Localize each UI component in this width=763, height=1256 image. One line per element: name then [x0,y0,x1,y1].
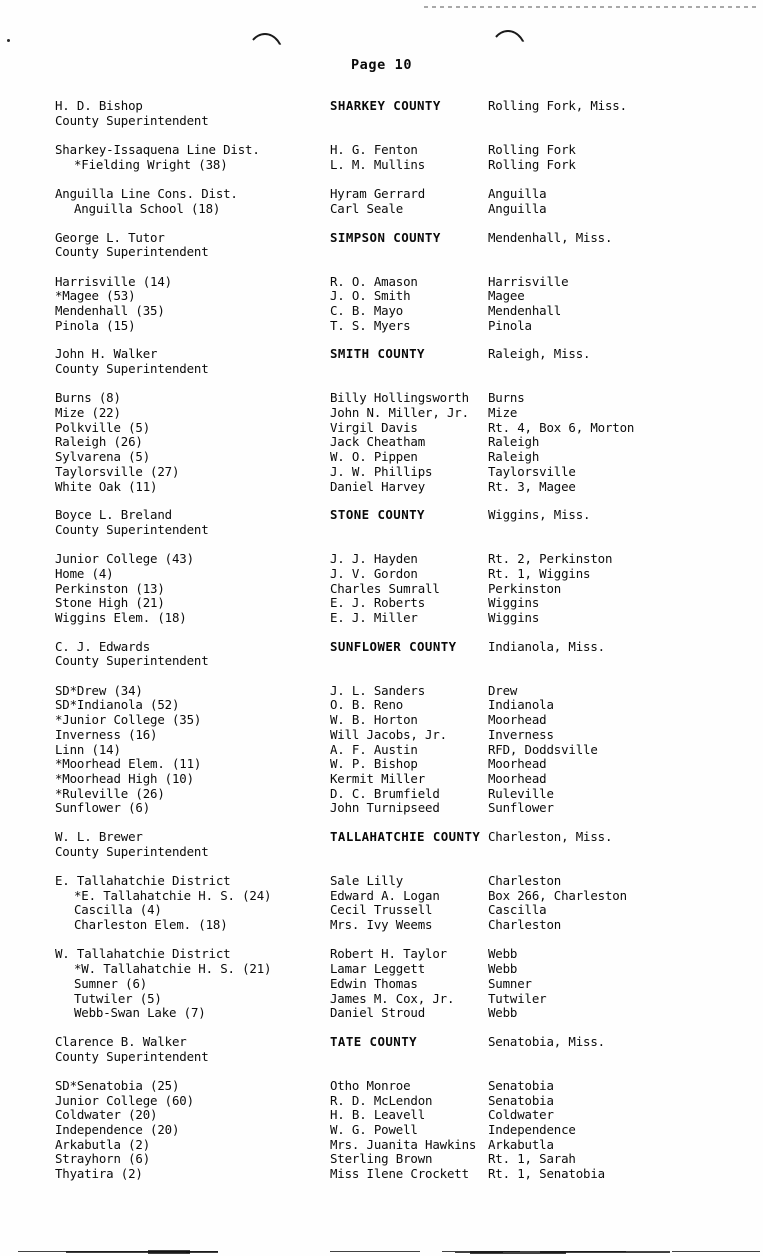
address: Raleigh, Miss. [488,346,591,362]
school-entry: SD*Senatobia (25) [55,1077,180,1093]
address: Indianola [488,697,554,713]
directory-row [0,158,763,173]
address: Mize [488,405,518,421]
directory-row [0,523,763,538]
school-entry: Sunflower (6) [55,800,151,816]
directory-row [0,787,763,802]
school-entry: Strayhorn (6) [55,1151,151,1167]
address: Raleigh [488,434,540,450]
school-entry: Raleigh (26) [55,434,143,450]
school-entry: H. D. Bishop [55,98,143,113]
address: Pinola [488,317,532,333]
directory-row [0,435,763,450]
bottom-edge-scan-artifact [0,1244,763,1256]
person-name: W. B. Horton [330,712,418,728]
school-entry: Junior College (60) [55,1092,194,1108]
directory-row [0,508,763,523]
county-name: SIMPSON COUNTY [330,229,441,245]
school-entry: Clarence B. Walker [55,1033,187,1049]
directory-row [0,143,763,158]
directory-row [0,728,763,743]
directory-row [0,567,763,582]
directory-row [0,757,763,772]
person-name: James M. Cox, Jr. [330,990,455,1006]
school-entry: *Magee (53) [55,288,136,304]
directory-row [0,450,763,465]
person-name: Virgil Davis [330,419,418,435]
school-entry: Harrisville (14) [55,273,172,289]
address: Anguilla [488,186,547,202]
directory-row [0,801,763,816]
directory-row [0,889,763,904]
address: Rt. 3, Magee [488,478,576,494]
school-entry: W. L. Brewer [55,828,143,844]
address: Charleston [488,873,562,888]
person-name: Daniel Harvey [330,478,426,494]
person-name: Jack Cheatham [330,434,426,450]
directory-row [0,1050,763,1065]
address: Webb [488,1005,518,1021]
arc-mark-right [489,30,527,54]
page-number-header: Page 10 [350,57,413,73]
person-name: Otho Monroe [330,1077,411,1093]
county-name: SMITH COUNTY [330,346,425,362]
directory-row [0,977,763,992]
directory-row [0,903,763,918]
person-name: Sterling Brown [330,1151,433,1167]
person-name: R. D. McLendon [330,1092,433,1108]
county-block-tate [0,1035,763,1182]
address: Rolling Fork [488,156,576,172]
person-name: Robert H. Taylor [330,946,447,962]
directory-row [0,874,763,889]
address: Independence [488,1122,576,1137]
school-entry: Pinola (15) [55,317,136,333]
arc-mark-left [246,33,284,57]
address: Rolling Fork, Miss. [488,98,627,113]
address: Rt. 1, Senatobia [488,1166,605,1182]
person-name: John Turnipseed [330,800,440,816]
directory-row [0,992,763,1007]
directory-row [0,1079,763,1094]
school-entry: County Superintendent [55,653,209,669]
directory-row [0,1094,763,1109]
directory-row [0,245,763,260]
address: Harrisville [488,273,569,289]
address: Anguilla [488,200,547,216]
person-name: Daniel Stroud [330,1005,426,1021]
address: Charleston [488,917,562,933]
directory-row [0,480,763,495]
county-block-sunflower [0,640,763,816]
address: Sumner [488,975,532,991]
address: Rt. 2, Perkinston [488,551,613,567]
school-entry: SD*Indianola (52) [55,697,180,713]
address: Senatobia [488,1077,554,1093]
person-name: H. G. Fenton [330,142,418,158]
school-entry: W. Tallahatchie District [55,946,231,962]
address: Cascilla [488,902,547,918]
school-entry: Linn (14) [55,741,121,757]
school-entry: *E. Tallahatchie H. S. (24) [74,887,272,903]
address: Box 266, Charleston [488,887,627,903]
directory-row [0,1167,763,1182]
address: Raleigh [488,449,540,465]
person-name: Kermit Miller [330,770,426,786]
directory-row [0,99,763,114]
address: Mendenhall [488,302,562,318]
person-name: Mrs. Juanita Hawkins [330,1136,477,1152]
person-name: Carl Seale [330,200,404,216]
person-name: Billy Hollingsworth [330,390,469,406]
spacer-row [0,933,763,948]
directory-row [0,947,763,962]
person-name: W. O. Pippen [330,449,418,465]
directory-row [0,743,763,758]
school-entry: Anguilla Line Cons. Dist. [55,186,238,202]
top-edge-scan-artifact [424,6,760,8]
person-name: W. G. Powell [330,1122,418,1137]
directory-row [0,1152,763,1167]
school-entry: Sumner (6) [74,975,148,991]
spacer-row [0,1064,763,1079]
address: Rt. 1, Sarah [488,1151,576,1167]
address: Indianola, Miss. [488,638,605,654]
person-name: E. J. Miller [330,610,418,625]
directory-row [0,202,763,217]
school-entry: E. Tallahatchie District [55,873,231,888]
spacer-row [0,859,763,874]
address: Senatobia, Miss. [488,1033,605,1049]
address: Coldwater [488,1107,554,1123]
person-name: R. O. Amason [330,273,418,289]
address: Ruleville [488,785,554,801]
school-entry: Sylvarena (5) [55,449,151,465]
school-entry: County Superintendent [55,244,209,260]
spacer-row [0,128,763,143]
directory-row [0,275,763,290]
school-entry: Charleston Elem. (18) [74,917,228,933]
school-entry: Junior College (43) [55,551,194,567]
directory-row [0,304,763,319]
address: Wiggins [488,610,540,625]
directory-row [0,684,763,699]
address: Taylorsville [488,463,576,479]
person-name: Edwin Thomas [330,975,418,991]
directory-row [0,289,763,304]
spacer-row [0,669,763,684]
person-name: O. B. Reno [330,697,404,713]
address: Rt. 1, Wiggins [488,565,591,581]
directory-row [0,1138,763,1153]
address: Arkabutla [488,1136,554,1152]
person-name: J. O. Smith [330,288,411,304]
county-name: TALLAHATCHIE COUNTY [330,828,481,844]
directory-row [0,391,763,406]
directory-row [0,698,763,713]
address: Magee [488,288,525,304]
directory-row [0,114,763,129]
school-entry: Webb-Swan Lake (7) [74,1005,206,1021]
county-name: STONE COUNTY [330,507,425,523]
school-entry: County Superintendent [55,112,209,128]
address: Charleston, Miss. [488,828,613,844]
school-entry: Cascilla (4) [74,902,162,918]
directory-row [0,465,763,480]
directory-row [0,918,763,933]
person-name: J. V. Gordon [330,565,418,581]
school-entry: *Moorhead High (10) [55,770,194,786]
school-entry: *W. Tallahatchie H. S. (21) [74,961,272,977]
school-entry: County Superintendent [55,361,209,376]
left-edge-speck-artifact [7,39,10,42]
directory-row [0,1108,763,1123]
county-name: SHARKEY COUNTY [330,98,441,113]
person-name: J. W. Phillips [330,463,433,479]
school-entry: Sharkey-Issaquena Line Dist. [55,142,260,158]
school-entry: *Moorhead Elem. (11) [55,756,202,772]
person-name: Edward A. Logan [330,887,440,903]
school-entry: Anguilla School (18) [74,200,221,216]
school-entry: County Superintendent [55,521,209,537]
person-name: L. M. Mullins [330,156,426,172]
directory-row [0,362,763,377]
county-block-tallahatchie [0,830,763,1021]
address: RFD, Doddsville [488,741,598,757]
school-entry: Taylorsville (27) [55,463,180,479]
person-name: J. J. Hayden [330,551,418,567]
school-entry: *Fielding Wright (38) [74,156,228,172]
school-entry: John H. Walker [55,346,158,362]
person-name: Cecil Trussell [330,902,433,918]
directory-row [0,231,763,246]
address: Moorhead [488,770,547,786]
person-name: J. L. Sanders [330,682,426,698]
person-name: Will Jacobs, Jr. [330,726,447,742]
person-name: D. C. Brumfield [330,785,440,801]
school-entry: County Superintendent [55,1048,209,1064]
directory-row [0,319,763,334]
address: Rt. 4, Box 6, Morton [488,419,635,435]
school-entry: Coldwater (20) [55,1107,158,1123]
directory-row [0,830,763,845]
address: Moorhead [488,756,547,772]
spacer-row [0,538,763,553]
address: Inverness [488,726,554,742]
directory-row [0,552,763,567]
address: Webb [488,961,518,977]
school-entry: White Oak (11) [55,478,158,494]
person-name: Charles Sumrall [330,580,440,596]
directory-row [0,772,763,787]
spacer-row [0,260,763,275]
directory-row [0,582,763,597]
person-name: E. J. Roberts [330,595,426,611]
address: Moorhead [488,712,547,728]
directory-row [0,611,763,626]
directory-row [0,596,763,611]
school-entry: *Junior College (35) [55,712,202,728]
school-entry: C. J. Edwards [55,638,151,654]
school-entry: Perkinston (13) [55,580,165,596]
directory-row [0,187,763,202]
directory-row [0,1123,763,1138]
directory-row [0,654,763,669]
person-name: John N. Miller, Jr. [330,405,469,421]
school-entry: Mize (22) [55,405,121,421]
county-block-smith [0,347,763,494]
school-entry: Mendenhall (35) [55,302,165,318]
school-entry: Independence (20) [55,1122,180,1137]
county-block-simpson [0,231,763,334]
person-name: Hyram Gerrard [330,186,426,202]
school-entry: Polkville (5) [55,419,151,435]
school-entry: County Superintendent [55,843,209,859]
address: Wiggins [488,595,540,611]
directory-row [0,640,763,655]
school-entry: Stone High (21) [55,595,165,611]
directory-row [0,713,763,728]
address: Tutwiler [488,990,547,1006]
person-name: Mrs. Ivy Weems [330,917,433,933]
address: Perkinston [488,580,562,596]
person-name: W. P. Bishop [330,756,418,772]
school-entry: George L. Tutor [55,229,165,245]
address: Wiggins, Miss. [488,507,591,523]
school-entry: SD*Drew (34) [55,682,143,698]
school-entry: Burns (8) [55,390,121,406]
person-name: Sale Lilly [330,873,404,888]
school-entry: Tutwiler (5) [74,990,162,1006]
directory-row [0,962,763,977]
spacer-row [0,172,763,187]
address: Senatobia [488,1092,554,1108]
directory-row [0,406,763,421]
person-name: C. B. Mayo [330,302,404,318]
county-block-stone [0,508,763,626]
person-name: H. B. Leavell [330,1107,426,1123]
address: Sunflower [488,800,554,816]
directory-row [0,845,763,860]
county-name: TATE COUNTY [330,1033,418,1049]
directory-row [0,421,763,436]
county-block-sharkey [0,99,763,217]
directory-listing [0,99,763,1196]
county-name: SUNFLOWER COUNTY [330,638,457,654]
address: Drew [488,682,518,698]
directory-row [0,1035,763,1050]
school-entry: Arkabutla (2) [55,1136,151,1152]
person-name: T. S. Myers [330,317,411,333]
person-name: Miss Ilene Crockett [330,1166,469,1182]
address: Burns [488,390,525,406]
address: Rolling Fork [488,142,576,158]
address: Mendenhall, Miss. [488,229,613,245]
school-entry: Boyce L. Breland [55,507,172,523]
person-name: A. F. Austin [330,741,418,757]
school-entry: Thyatira (2) [55,1166,143,1182]
school-entry: *Ruleville (26) [55,785,165,801]
school-entry: Home (4) [55,565,114,581]
directory-row [0,1006,763,1021]
address: Webb [488,946,518,962]
spacer-row [0,377,763,392]
directory-row [0,347,763,362]
school-entry: Inverness (16) [55,726,158,742]
person-name: Lamar Leggett [330,961,426,977]
school-entry: Wiggins Elem. (18) [55,610,187,625]
